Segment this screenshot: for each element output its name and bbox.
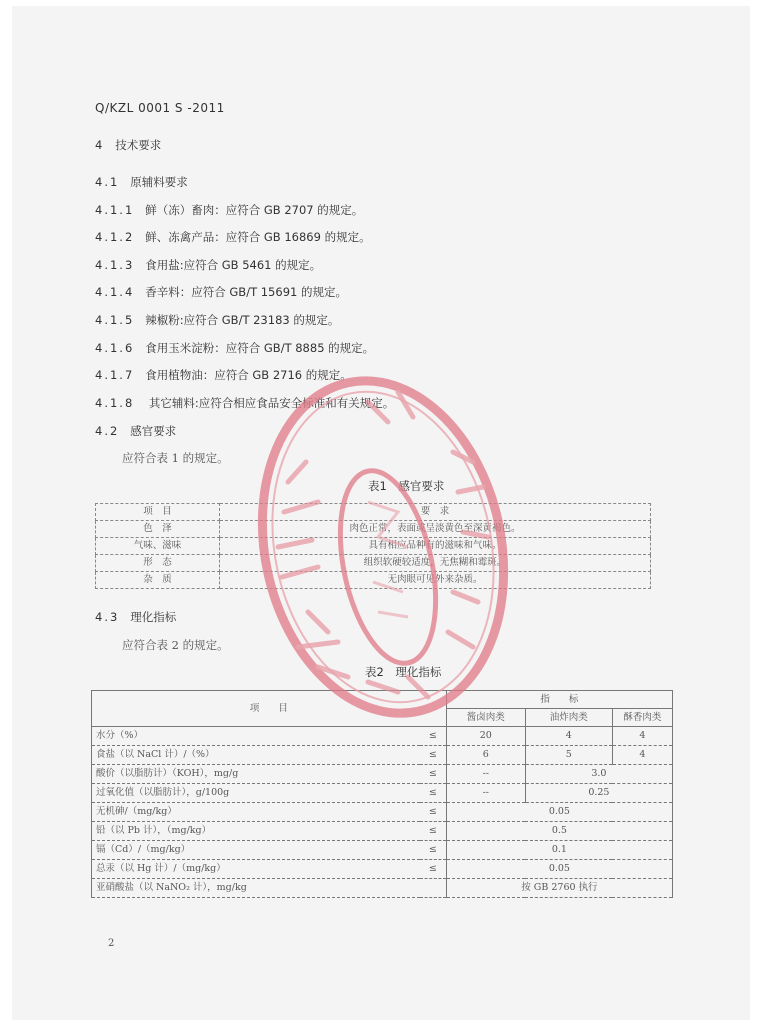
table-header-row (96, 504, 651, 521)
section-title: 理化指标 (130, 610, 177, 624)
table-cell: 按 GB 2760 执行 (446, 879, 672, 898)
table-row (96, 538, 651, 555)
table-header-cell: 要 求 (220, 504, 651, 521)
clause-4-1-4 (95, 284, 347, 300)
table-row (92, 803, 673, 822)
table-cell: 4 (525, 727, 612, 746)
table-cell: 组织软硬较适度，无焦糊和霉斑。 (220, 555, 651, 572)
clause-text: 其它辅料:应符合相应食品安全标准和有关规定。 (148, 396, 395, 410)
table-cell: ≤ (420, 784, 447, 803)
table-cell: 色 泽 (96, 521, 220, 538)
table-cell: 6 (446, 746, 525, 765)
table-cell: 食盐（以 NaCl 计）/（%） (92, 746, 420, 765)
sensory-requirements-table (95, 503, 651, 589)
table-row (92, 746, 673, 765)
table-row (92, 822, 673, 841)
clause-text: 鲜（冻）畜肉：应符合 GB 2707 的规定。 (145, 203, 364, 217)
table-cell: 总汞（以 Hg 计）/（mg/kg） (92, 860, 420, 879)
section-4-2-paragraph: 应符合表 1 的规定。 (122, 451, 229, 465)
table-header-cell: 项 目 (96, 504, 220, 521)
table-cell: 0.05 (446, 803, 672, 822)
table2-caption: 表2 理化指标 (365, 665, 442, 679)
table-cell: ≤ (420, 803, 447, 822)
physicochemical-indicators-table (91, 690, 673, 898)
clause-number: 4.1.2 (95, 230, 135, 244)
table-cell: -- (446, 784, 525, 803)
section-number: 4.3 (95, 610, 120, 624)
table-row (92, 765, 673, 784)
table-cell: 4 (612, 746, 672, 765)
section-number: 4.1 (95, 175, 120, 189)
table-cell: 亚硝酸盐（以 NaNO₂ 计），mg/kg (92, 879, 420, 898)
clause-number: 4.1.5 (95, 313, 135, 327)
table-cell: ≤ (420, 746, 447, 765)
table-row (96, 555, 651, 572)
table-row (96, 572, 651, 589)
table-cell: ≤ (420, 727, 447, 746)
clause-4-1-8 (95, 395, 394, 411)
table-cell: 肉色正常，表面或呈淡黄色至深黄褐色。 (220, 521, 651, 538)
page-number: 2 (108, 938, 115, 949)
table-cell: 0.1 (446, 841, 672, 860)
table-header-cell: 酱卤肉类 (446, 709, 525, 727)
clause-text: 食用植物油：应符合 GB 2716 的规定。 (145, 368, 352, 382)
table-header-cell: 项 目 (92, 691, 447, 727)
table-cell: 4 (612, 727, 672, 746)
table-header-cell: 油炸肉类 (525, 709, 612, 727)
clause-text: 食用盐:应符合 GB 5461 的规定。 (145, 258, 322, 272)
table-cell: 杂 质 (96, 572, 220, 589)
table-cell (420, 879, 447, 898)
table-row (96, 521, 651, 538)
table1-caption: 表1 感官要求 (368, 479, 445, 493)
table-row (92, 841, 673, 860)
table-row (92, 727, 673, 746)
table-cell: 气味、滋味 (96, 538, 220, 555)
table-header-cell: 酥香肉类 (612, 709, 672, 727)
table-cell: 铅（以 Pb 计），（mg/kg） (92, 822, 420, 841)
table-cell: ≤ (420, 822, 447, 841)
table-cell: 5 (525, 746, 612, 765)
clause-4-1-7 (95, 367, 352, 383)
table-cell: 0.5 (446, 822, 672, 841)
clause-text: 鲜、冻禽产品：应符合 GB 16869 的规定。 (145, 230, 371, 244)
document-code: Q/KZL 0001 S -2011 (95, 101, 225, 115)
clause-number: 4.1.8 (95, 396, 135, 410)
table-cell: 无肉眼可见外来杂质。 (220, 572, 651, 589)
section-title: 原辅料要求 (130, 175, 188, 189)
clause-text: 辣椒粉:应符合 GB/T 23183 的规定。 (145, 313, 340, 327)
table-cell: ≤ (420, 765, 447, 784)
table-cell: 3.0 (525, 765, 672, 784)
table-cell: -- (446, 765, 525, 784)
table-cell: 形 态 (96, 555, 220, 572)
section-4-heading (95, 137, 161, 153)
clause-4-1-2 (95, 229, 371, 245)
table-cell: ≤ (420, 860, 447, 879)
table-header-row (92, 691, 673, 709)
section-4-2-heading (95, 423, 176, 439)
section-title: 技术要求 (115, 138, 162, 152)
clause-number: 4.1.4 (95, 285, 135, 299)
table-row (92, 784, 673, 803)
section-4-3-paragraph: 应符合表 2 的规定。 (122, 638, 229, 652)
table-cell: 酸价（以脂肪计）（KOH），mg/g (92, 765, 420, 784)
clause-4-1-5 (95, 312, 339, 328)
table-cell: 具有相应品种有的滋味和气味。 (220, 538, 651, 555)
clause-number: 4.1.3 (95, 258, 135, 272)
table-cell: ≤ (420, 841, 447, 860)
table-cell: 水分（%） (92, 727, 420, 746)
clause-number: 4.1.7 (95, 368, 135, 382)
clause-number: 4.1.1 (95, 203, 135, 217)
clause-4-1-1 (95, 202, 363, 218)
clause-text: 香辛料：应符合 GB/T 15691 的规定。 (145, 285, 347, 299)
table-header-cell: 指 标 (446, 691, 672, 709)
clause-text: 食用玉米淀粉：应符合 GB/T 8885 的规定。 (145, 341, 375, 355)
table-cell: 镉（Cd）/（mg/kg） (92, 841, 420, 860)
clause-4-1-3 (95, 257, 321, 273)
table-row (92, 879, 673, 898)
clause-number: 4.1.6 (95, 341, 135, 355)
section-title: 感官要求 (130, 424, 177, 438)
clause-4-1-6 (95, 340, 374, 356)
section-number: 4 (95, 138, 105, 152)
table-cell: 无机砷/（mg/kg） (92, 803, 420, 822)
section-4-3-heading (95, 609, 176, 625)
table-row (92, 860, 673, 879)
section-4-1-heading (95, 174, 188, 190)
section-number: 4.2 (95, 424, 120, 438)
table-cell: 0.05 (446, 860, 672, 879)
table-cell: 过氧化值（以脂肪计），g/100g (92, 784, 420, 803)
table-cell: 20 (446, 727, 525, 746)
table-cell: 0.25 (525, 784, 672, 803)
